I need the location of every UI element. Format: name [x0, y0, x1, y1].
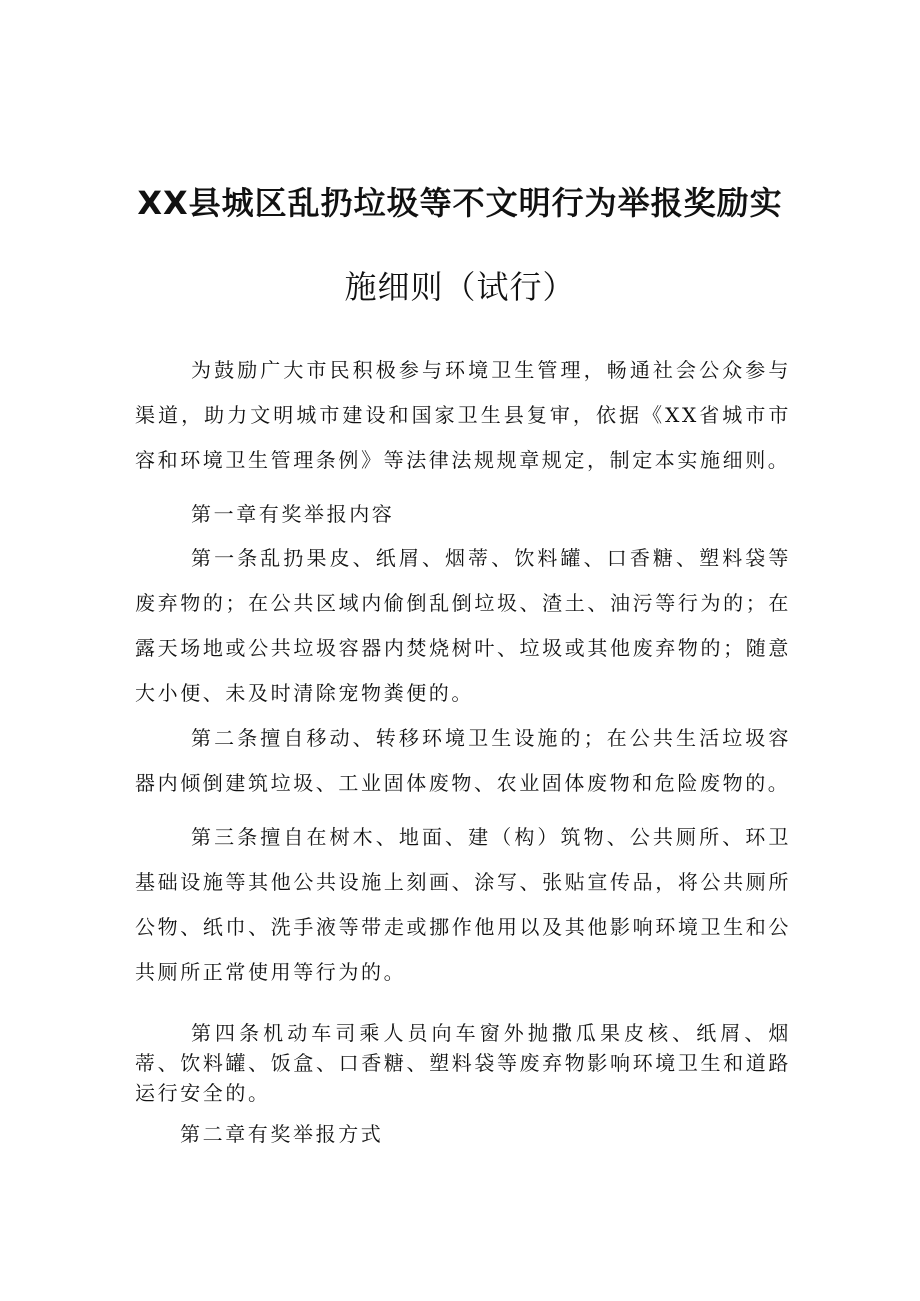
article-4: 第四条机动车司乘人员向车窗外抛撒瓜果皮核、纸屑、烟蒂、饮料罐、饭盒、口香糖、塑料袋等废弃物影响环境卫生和道路运行安全的。: [135, 1021, 791, 1105]
chapter-2-heading: 第二章有奖举报方式: [180, 1122, 384, 1146]
document-title-line-1: XX县城区乱扔垃圾等不文明行为举报奖励实: [137, 184, 783, 222]
document-title-line-2: 施细则（试行）: [344, 268, 576, 306]
article-1: 第一条乱扔果皮、纸屑、烟蒂、饮料罐、口香糖、塑料袋等废弃物的；在公共区域内偷倒乱倒垃圾、渣土、油污等行为的；在露天场地或公共垃圾容器内焚烧树叶、垃圾或其他废弃物的；随意大小便、未及时清除宠物粪便的。: [135, 546, 791, 705]
intro-paragraph: 为鼓励广大市民积极参与环境卫生管理，畅通社会公众参与渠道，助力文明城市建设和国家卫生县复审，依据《XX省城市市容和环境卫生管理条例》等法律法规规章规定，制定本实施细则。: [135, 358, 791, 472]
chapter-1-heading: 第一章有奖举报内容: [191, 502, 395, 526]
article-2: 第二条擅自移动、转移环境卫生设施的；在公共生活垃圾容器内倾倒建筑垃圾、工业固体废物、农业固体废物和危险废物的。: [135, 726, 791, 795]
article-3: 第三条擅自在树木、地面、建（构）筑物、公共厕所、环卫基础设施等其他公共设施上刻画、涂写、张贴宣传品，将公共厕所公物、纸巾、洗手液等带走或挪作他用以及其他影响环境卫生和公共厕所正常使用等行为的。: [135, 825, 791, 984]
